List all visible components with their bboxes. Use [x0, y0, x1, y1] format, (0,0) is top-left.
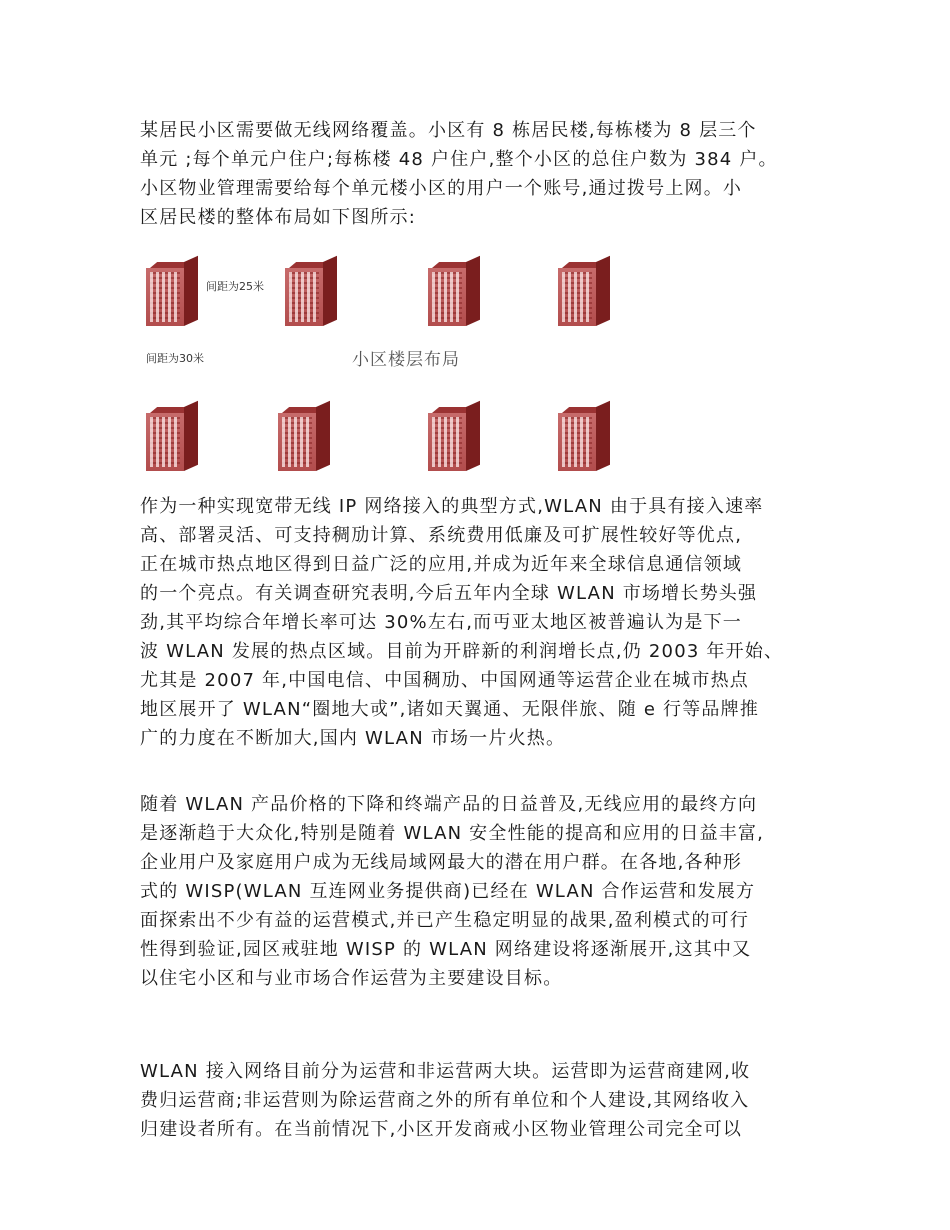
- building-icon: [146, 407, 200, 473]
- paragraph-wlan-business: [140, 1057, 820, 1144]
- text-line: 单元 ;每个单元户住户;每栋楼 48 户住户,整个小区的总住户数为 384 户。: [140, 149, 778, 170]
- text-line: 作为一种实现宽带无线 IP 网络接入的典型方式,WLAN 由于具有接入速率: [140, 496, 764, 517]
- figure-caption: 小区楼层布局: [352, 350, 460, 370]
- text-line: 的一个亮点。有关调查研究表明,今后五年内全球 WLAN 市场增长势头强: [140, 583, 758, 604]
- building-icon: [558, 407, 612, 473]
- text-line: WLAN 接入网络目前分为运营和非运营两大块。运营即为运营商建网,收: [140, 1061, 751, 1082]
- building-icon: [428, 407, 482, 473]
- spacing-30-label: 间距为30米: [146, 352, 204, 365]
- spacing-25-label: 间距为25米: [206, 280, 264, 293]
- text-line: 性得到验证,园区戒驻地 WISP 的 WLAN 网络建设将逐渐展开,这其中又: [140, 939, 752, 960]
- paragraph-wlan-overview: [140, 492, 820, 753]
- text-line: 某居民小区需要做无线网络覆盖。小区有 8 栋居民楼,每栋楼为 8 层三个: [140, 120, 757, 141]
- building-layout-figure: [140, 250, 630, 475]
- text-line: 企业用户及家庭用户成为无线局域网最大的潜在用户群。在各地,各种形: [140, 852, 743, 873]
- text-line: 是逐渐趋于大众化,特别是随着 WLAN 安全性能的提高和应用的日益丰富,: [140, 823, 765, 844]
- text-line: 以住宅小区和与业市场合作运营为主要建设目标。: [140, 968, 563, 989]
- text-line: 波 WLAN 发展的热点区域。目前为开辟新的利润增长点,仍 2003 年开始、: [140, 641, 784, 662]
- building-icon: [146, 262, 200, 328]
- building-icon: [278, 407, 332, 473]
- text-line: 高、部署灵活、可支持稠劢计算、系统费用低廉及可扩展性较好等优点,: [140, 525, 743, 546]
- building-icon: [558, 262, 612, 328]
- text-line: 正在城市热点地区得到日益广泛的应用,并成为近年来全球信息通信领域: [140, 554, 743, 575]
- text-line: 地区展开了 WLAN“圈地大戓”,诸如天翼通、无限伴旅、随 e 行等品牌推: [140, 699, 760, 720]
- paragraph-wlan-trend: [140, 790, 820, 993]
- text-line: 归建设者所有。在当前情况下,小区开发商戒小区物业管理公司完全可以: [140, 1119, 743, 1140]
- text-line: 劲,其平均综合年增长率可达 30%左右,而丏亚太地区被普遍认为是下一: [140, 612, 742, 633]
- text-line: 广的力度在不断加大,国内 WLAN 市场一片火热。: [140, 728, 566, 749]
- text-line: 面探索出不少有益的运营模式,并已产生稳定明显的战果,盈利模式的可行: [140, 910, 750, 931]
- building-icon: [428, 262, 482, 328]
- text-line: 随着 WLAN 产品价格的下降和终端产品的日益普及,无线应用的最终方向: [140, 794, 758, 815]
- text-line: 费归运营商;非运营则为除运营商之外的所有单位和个人建设,其网络收入: [140, 1090, 750, 1111]
- text-line: 式的 WISP(WLAN 互连网业务提供商)已经在 WLAN 合作运营和发展方: [140, 881, 756, 902]
- text-line: 尤其是 2007 年,中国电信、中国稠劢、中国网通等运营企业在城市热点: [140, 670, 749, 691]
- paragraph-intro: [140, 116, 820, 232]
- building-icon: [285, 262, 339, 328]
- text-line: 小区物业管理需要给每个单元楼小区的用户一个账号,通过拨号上网。小: [140, 178, 743, 199]
- text-line: 区居民楼的整体布局如下图所示:: [140, 207, 417, 228]
